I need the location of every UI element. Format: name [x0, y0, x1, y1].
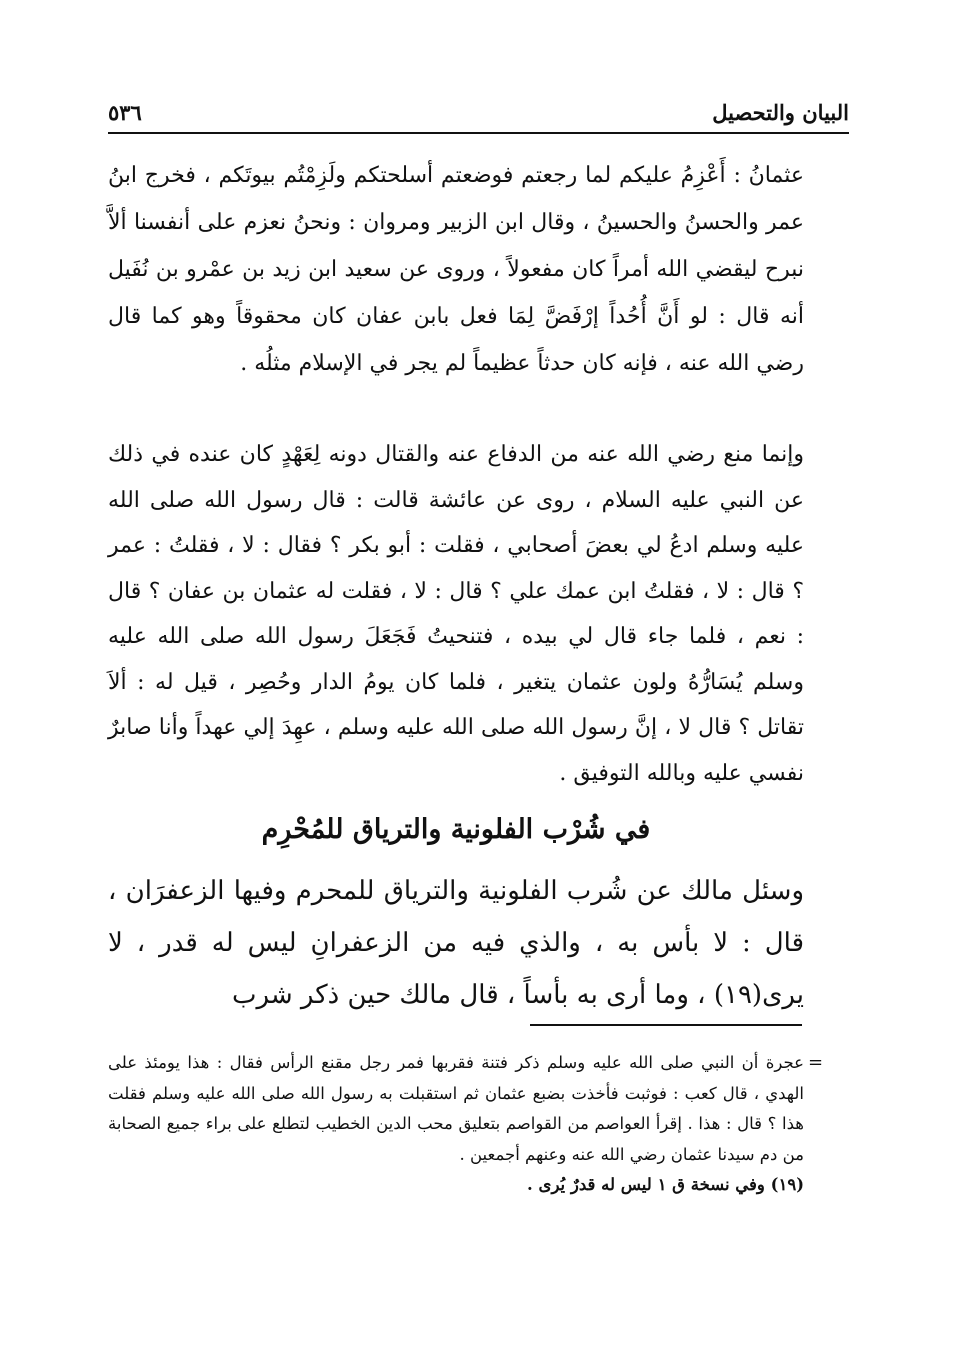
running-title: البيان والتحصيل — [712, 99, 849, 125]
body-paragraph-2: وإنما منع رضي الله عنه من الدفاع عنه والقتال دونه لِعَهْدٍ كان عنده في ذلك عن النبي عليه السلام ، روى عن عائشة قالت : قال رسول الله صلى الله عليه وسلم ادعُ لي بعضَ أصحابي ، فقلت : أبو بكر ؟ فقال : لا ، فقلتُ : عمر ؟ قال : لا ، فقلتُ ابن عمك علي ؟ قال : لا ، فقلت له عثمان بن عفان ؟ قال : نعم ، فلما جاء قال لي بيده ، فتنحيتُ فَجَعَلَ رسول الله صلى الله عليه وسلم يُسَارُّهُ ولون عثمان يتغير ، فلما كان يومُ الدار وحُصِر ، قيل له : ألاَ تقاتل ؟ قال لا ، إنَّ رسول الله صلى الله عليه وسلم ، عهِدَ إلي عهداً وأنا صابرٌ نفسي عليه وبالله التوفيق . — [108, 442, 804, 786]
footnote-divider — [530, 1024, 802, 1026]
footnotes — [108, 1048, 804, 1201]
section-heading: في شُرْب الفلونية والترياق للمُحْرِم — [261, 814, 651, 845]
page-header — [108, 92, 849, 134]
footnote-continued: عجرة أن النبي صلى الله عليه وسلم ذكر فتنة فقربها فمر رجل مقنع الرأس فقال : هذا يومئذ على الهدي ، قال كعب : فوثبت فأخذت بضبع عثمان ثم استقبلت به رسول الله صلى الله عليه وسلم فقلت هذا ؟ قال : هذا . إقرأ العواصم من القواصم بتعليق محب الدين الخطيب لتطلع على براء جميع الصحابة من دم سيدنا عثمان رضي الله عنه وعنهم أجمعين . — [108, 1053, 804, 1164]
body-paragraph-1: عثمانُ : أَعْزِمُ عليكم لما رجعتم فوضعتم أسلحتكم ولَزِمْتُم بيوتَكم ، فخرج ابنُ عمر والحسنُ والحسينُ ، وقال ابن الزبير ومروان : ونحنُ نعزم على أنفسنا ألاَّ نبرح ليقضي الله أمراً كان مفعولاً ، وروى عن سعيد ابن زيد بن عمْرو بن نُفَيل أنه قال : لو أَنَّ أُحُداً إرْفَضَّ لِمَا فعل بابن عفان كان محقوقاً وهو كما قال رضي الله عنه ، فإنه كان حدثاً عظيماً لم يجر في الإسلام مثلُه . — [108, 163, 804, 376]
footnote-19: (١٩) وفي نسخة ق ١ ليس له قدرٌ يُرى . — [527, 1175, 804, 1194]
section-paragraph: وسئل مالك عن شُرب الفلونية والترياق للمحرم وفيها الزعفرَان ، قال : لا بأس به ، والذي فيه من الزعفرانِ ليس له قدر ، لا يرى(١٩) ، وما أرى به بأساً ، قال مالك حين ذكر شرب — [108, 876, 804, 1010]
footnote-continuation-marker: = — [808, 1052, 824, 1073]
page-number: ٥٣٦ — [108, 99, 142, 125]
